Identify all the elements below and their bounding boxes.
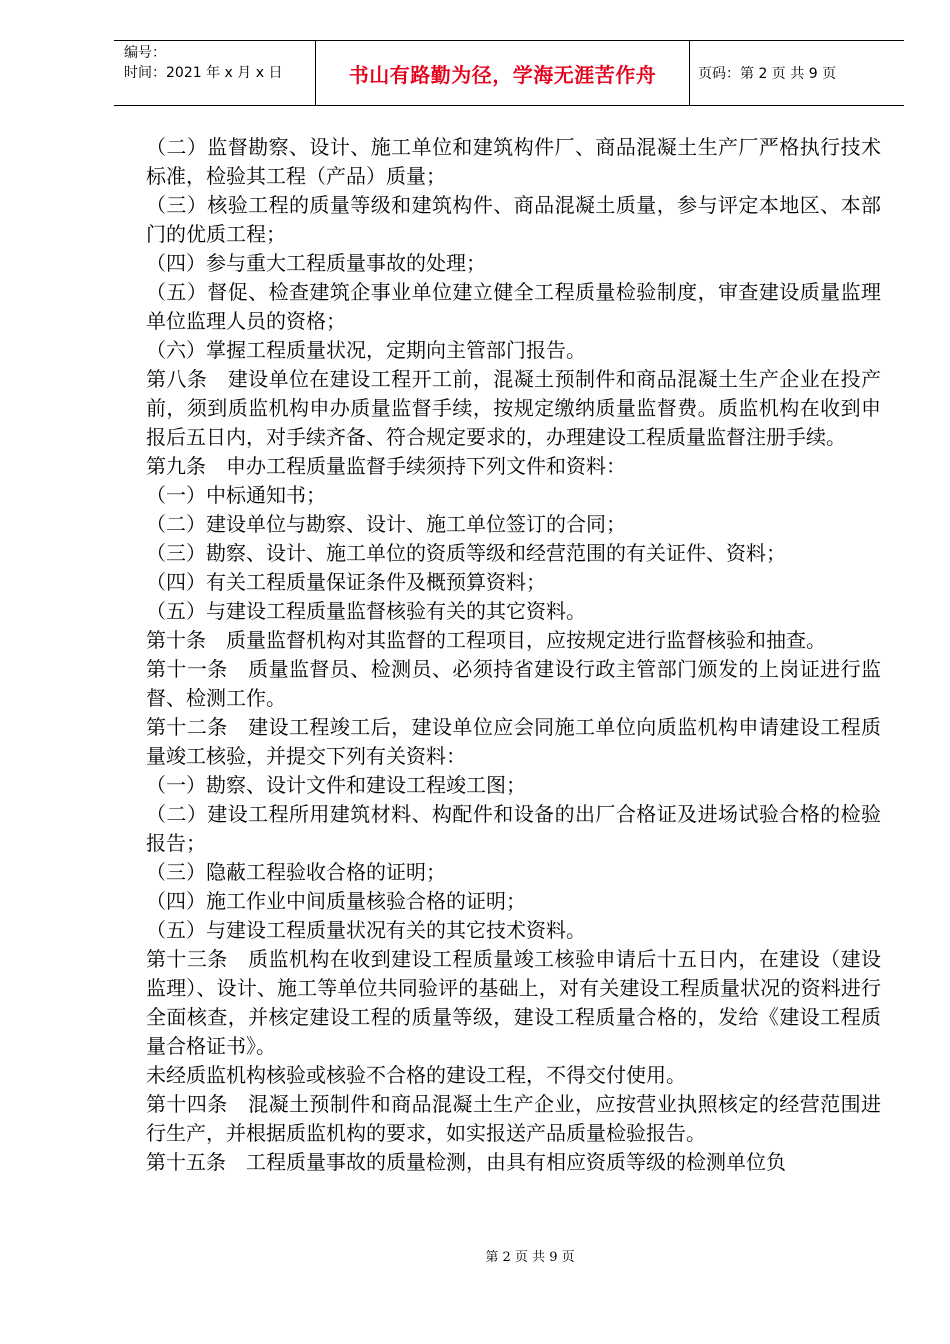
paragraph: （三）隐蔽工程验收合格的证明； <box>146 860 446 884</box>
header-page-info: 页码：第 2 页 共 9 页 <box>698 66 837 82</box>
paragraph: （六）掌握工程质量状况，定期向主管部门报告。 <box>146 338 586 362</box>
paragraph: （一）勘察、设计文件和建设工程竣工图； <box>146 773 526 797</box>
paragraph: 第十条 质量监督机构对其监督的工程项目，应按规定进行监督核验和抽查。 <box>146 628 826 652</box>
header-motto: 书山有路勤为径，学海无涯苦作舟 <box>316 41 690 105</box>
header-meta <box>114 41 316 105</box>
document-body <box>146 133 881 1177</box>
paragraph: 第八条 建设单位在建设工程开工前，混凝土预制件和商品混凝土生产企业在投产前，须到质监机构申办质量监督手续，按规定缴纳质量监督费。质监机构在收到申报后五日内，对手续齐备、符合规定要求的，办理建设工程质量监督注册手续。 <box>146 367 881 449</box>
page-header <box>114 40 904 106</box>
paragraph: （四）施工作业中间质量核验合格的证明； <box>146 889 526 913</box>
paragraph: 未经质监机构核验或核验不合格的建设工程，不得交付使用。 <box>146 1063 686 1087</box>
document-time: 时间：2021 年 x 月 x 日 <box>124 65 283 81</box>
paragraph: （二）监督勘察、设计、施工单位和建筑构件厂、商品混凝土生产厂严格执行技术标准，检验其工程（产品）质量； <box>146 135 881 188</box>
paragraph: （三）勘察、设计、施工单位的资质等级和经营范围的有关证件、资料； <box>146 541 786 565</box>
paragraph: （二）建设工程所用建筑材料、构配件和设备的出厂合格证及进场试验合格的检验报告； <box>146 802 881 855</box>
paragraph: 第十三条 质监机构在收到建设工程质量竣工核验申请后十五日内，在建设（建设监理）、设计、施工等单位共同验评的基础上，对有关建设工程质量状况的资料进行全面核查，并核定建设工程的质量等级，建设工程质量合格的，发给《建设工程质量合格证书》。 <box>146 947 881 1058</box>
paragraph: 第十五条 工程质量事故的质量检测，由具有相应资质等级的检测单位负 <box>146 1150 786 1174</box>
paragraph: 第十四条 混凝土预制件和商品混凝土生产企业，应按营业执照核定的经营范围进行生产，并根据质监机构的要求，如实报送产品质量检验报告。 <box>146 1092 881 1145</box>
paragraph: （三）核验工程的质量等级和建筑构件、商品混凝土质量，参与评定本地区、本部门的优质工程； <box>146 193 881 246</box>
paragraph: 第十二条 建设工程竣工后，建设单位应会同施工单位向质监机构申请建设工程质量竣工核验，并提交下列有关资料： <box>146 715 881 768</box>
paragraph: （五）督促、检查建筑企事业单位建立健全工程质量检验制度，审查建设质量监理单位监理人员的资格； <box>146 280 881 333</box>
paragraph: （四）参与重大工程质量事故的处理； <box>146 251 486 275</box>
paragraph: （一）中标通知书； <box>146 483 326 507</box>
paragraph: （二）建设单位与勘察、设计、施工单位签订的合同； <box>146 512 626 536</box>
paragraph: （五）与建设工程质量监督核验有关的其它资料。 <box>146 599 586 623</box>
paragraph: （五）与建设工程质量状况有关的其它技术资料。 <box>146 918 586 942</box>
page-footer: 第 2 页 共 9 页 <box>485 1250 575 1265</box>
paragraph: 第十一条 质量监督员、检测员、必须持省建设行政主管部门颁发的上岗证进行监督、检测工作。 <box>146 657 881 710</box>
paragraph: （四）有关工程质量保证条件及概预算资料； <box>146 570 546 594</box>
document-number: 编号： <box>124 45 166 61</box>
paragraph: 第九条 申办工程质量监督手续须持下列文件和资料： <box>146 454 626 478</box>
